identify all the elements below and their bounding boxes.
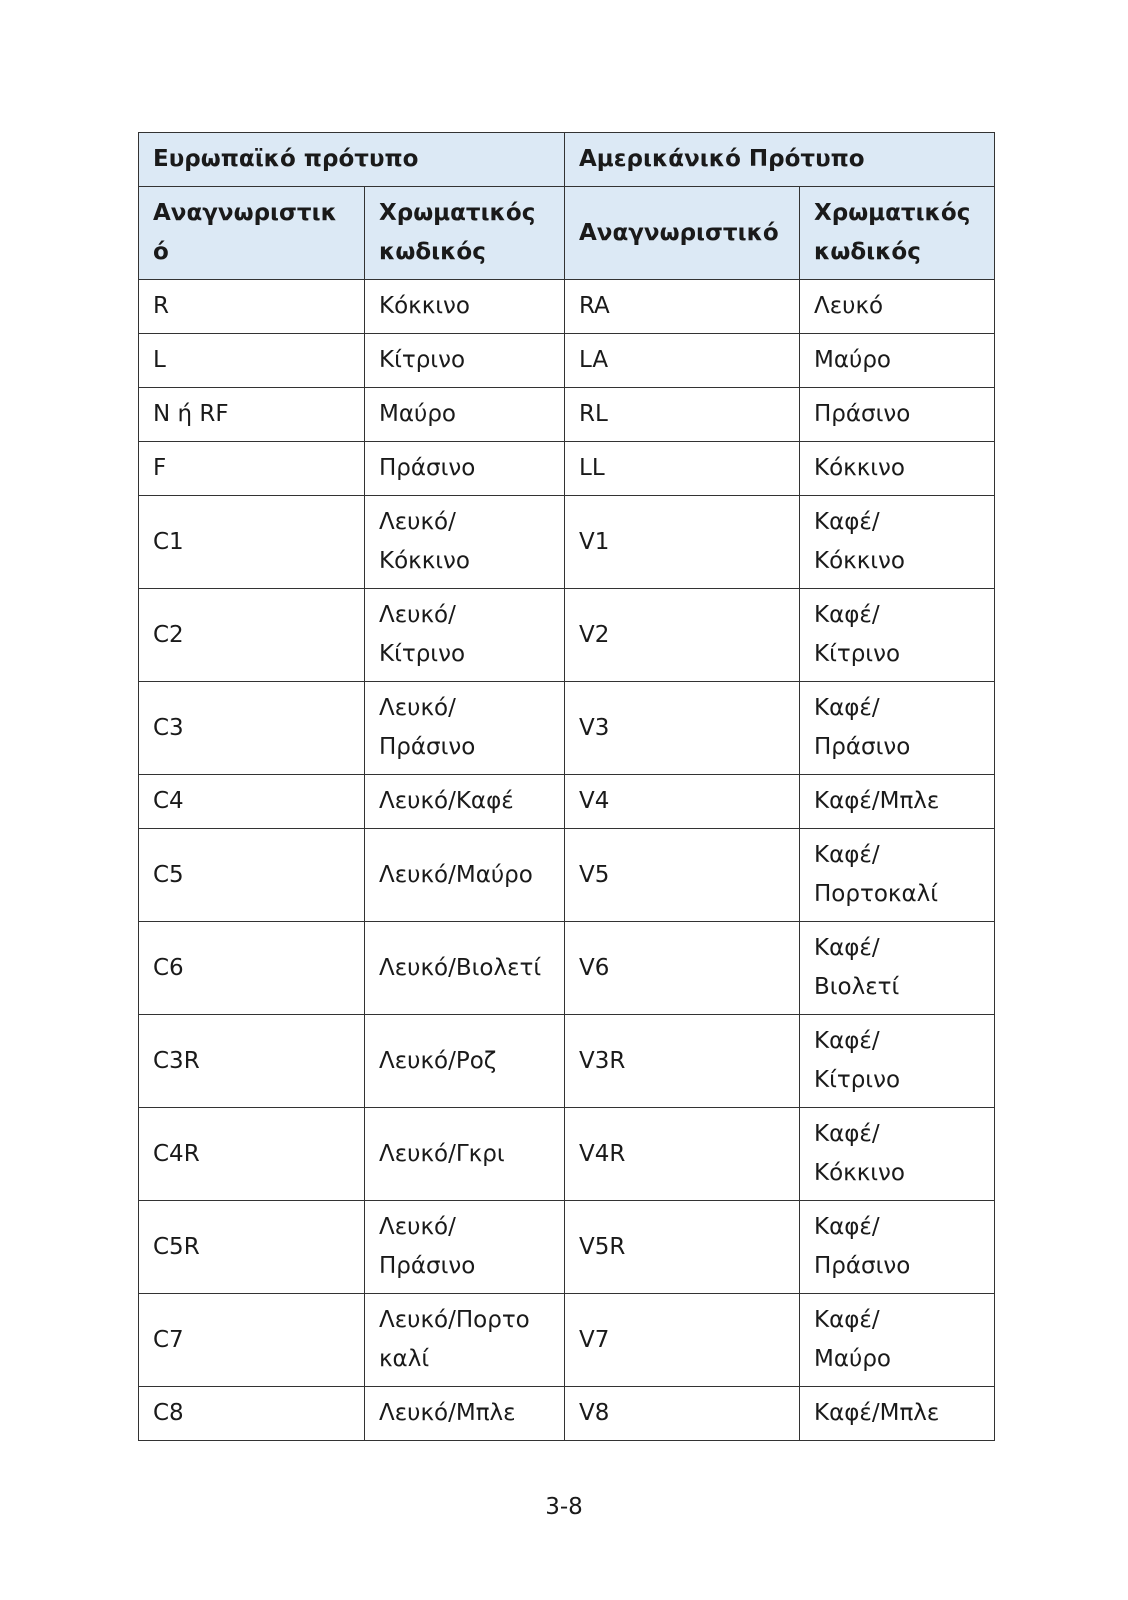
us-color-code-cell: Λευκό — [800, 280, 995, 334]
table-row — [139, 280, 995, 334]
us-color-code-header: Χρωματικός κωδικός — [800, 187, 995, 280]
table-row — [139, 1294, 995, 1387]
eu-color-code-cell: Λευκό/ Πράσινο — [365, 1201, 565, 1294]
table-row — [139, 775, 995, 829]
page-number: 3-8 — [545, 1494, 583, 1520]
eu-color-code-cell: Λευκό/Βιολετί — [365, 922, 565, 1015]
us-identifier-cell: RA — [565, 280, 800, 334]
lead-color-code-table — [138, 132, 995, 1441]
eu-identifier-cell: F — [139, 442, 365, 496]
us-identifier-cell: V3R — [565, 1015, 800, 1108]
us-identifier-cell: V1 — [565, 496, 800, 589]
eu-color-code-cell: Κόκκινο — [365, 280, 565, 334]
table-row — [139, 1108, 995, 1201]
eu-identifier-header: Αναγνωριστικό — [139, 187, 365, 280]
us-identifier-cell: LL — [565, 442, 800, 496]
table-row — [139, 442, 995, 496]
us-color-code-cell: Καφέ/Μπλε — [800, 1387, 995, 1441]
eu-color-code-cell: Λευκό/Γκρι — [365, 1108, 565, 1201]
eu-identifier-cell: L — [139, 334, 365, 388]
us-identifier-cell: V6 — [565, 922, 800, 1015]
table-row — [139, 1201, 995, 1294]
eu-identifier-cell: C2 — [139, 589, 365, 682]
us-color-code-cell: Καφέ/ Κίτρινο — [800, 589, 995, 682]
table-row — [139, 496, 995, 589]
eu-identifier-cell: C5R — [139, 1201, 365, 1294]
american-standard-header: Αμερικάνικό Πρότυπο — [565, 133, 995, 187]
us-color-code-cell: Κόκκινο — [800, 442, 995, 496]
eu-color-code-cell: Λευκό/Καφέ — [365, 775, 565, 829]
eu-color-code-cell: Λευκό/ Κόκκινο — [365, 496, 565, 589]
eu-identifier-cell: C8 — [139, 1387, 365, 1441]
eu-color-code-cell: Λευκό/Ροζ — [365, 1015, 565, 1108]
eu-color-code-cell: Λευκό/ Πράσινο — [365, 682, 565, 775]
table-row — [139, 1015, 995, 1108]
eu-color-code-cell: Μαύρο — [365, 388, 565, 442]
table-row — [139, 922, 995, 1015]
us-color-code-cell: Καφέ/ Κίτρινο — [800, 1015, 995, 1108]
table-row — [139, 1387, 995, 1441]
us-identifier-cell: V4R — [565, 1108, 800, 1201]
us-color-code-cell: Καφέ/Μπλε — [800, 775, 995, 829]
table-row — [139, 388, 995, 442]
table-row — [139, 682, 995, 775]
us-color-code-cell: Καφέ/ Βιολετί — [800, 922, 995, 1015]
us-identifier-header: Αναγνωριστικό — [565, 187, 800, 280]
eu-identifier-cell: C4R — [139, 1108, 365, 1201]
us-color-code-cell: Καφέ/ Μαύρο — [800, 1294, 995, 1387]
eu-identifier-cell: C3R — [139, 1015, 365, 1108]
us-color-code-cell: Πράσινο — [800, 388, 995, 442]
eu-color-code-cell: Λευκό/Πορτο καλί — [365, 1294, 565, 1387]
eu-identifier-cell: C6 — [139, 922, 365, 1015]
eu-identifier-cell: C3 — [139, 682, 365, 775]
group-header-row — [139, 133, 995, 187]
eu-identifier-cell: C4 — [139, 775, 365, 829]
table-body — [139, 280, 995, 1441]
us-identifier-cell: V3 — [565, 682, 800, 775]
us-identifier-cell: V7 — [565, 1294, 800, 1387]
eu-color-code-cell: Λευκό/Μαύρο — [365, 829, 565, 922]
table-row — [139, 829, 995, 922]
us-identifier-cell: V4 — [565, 775, 800, 829]
eu-color-code-header: Χρωματικός κωδικός — [365, 187, 565, 280]
us-identifier-cell: V8 — [565, 1387, 800, 1441]
table-row — [139, 334, 995, 388]
eu-color-code-cell: Λευκό/Μπλε — [365, 1387, 565, 1441]
us-color-code-cell: Καφέ/ Κόκκινο — [800, 496, 995, 589]
us-identifier-cell: V2 — [565, 589, 800, 682]
eu-identifier-cell: C5 — [139, 829, 365, 922]
column-header-row — [139, 187, 995, 280]
us-identifier-cell: V5 — [565, 829, 800, 922]
us-color-code-cell: Καφέ/ Πράσινο — [800, 682, 995, 775]
eu-identifier-cell: C7 — [139, 1294, 365, 1387]
us-identifier-cell: LA — [565, 334, 800, 388]
table-row — [139, 589, 995, 682]
european-standard-header: Ευρωπαϊκό πρότυπο — [139, 133, 565, 187]
us-identifier-cell: V5R — [565, 1201, 800, 1294]
us-color-code-cell: Καφέ/ Κόκκινο — [800, 1108, 995, 1201]
eu-color-code-cell: Πράσινο — [365, 442, 565, 496]
us-identifier-cell: RL — [565, 388, 800, 442]
eu-identifier-cell: N ή RF — [139, 388, 365, 442]
eu-identifier-cell: C1 — [139, 496, 365, 589]
eu-color-code-cell: Λευκό/ Κίτρινο — [365, 589, 565, 682]
eu-color-code-cell: Κίτρινο — [365, 334, 565, 388]
us-color-code-cell: Καφέ/ Πράσινο — [800, 1201, 995, 1294]
eu-identifier-cell: R — [139, 280, 365, 334]
us-color-code-cell: Καφέ/ Πορτοκαλί — [800, 829, 995, 922]
us-color-code-cell: Μαύρο — [800, 334, 995, 388]
